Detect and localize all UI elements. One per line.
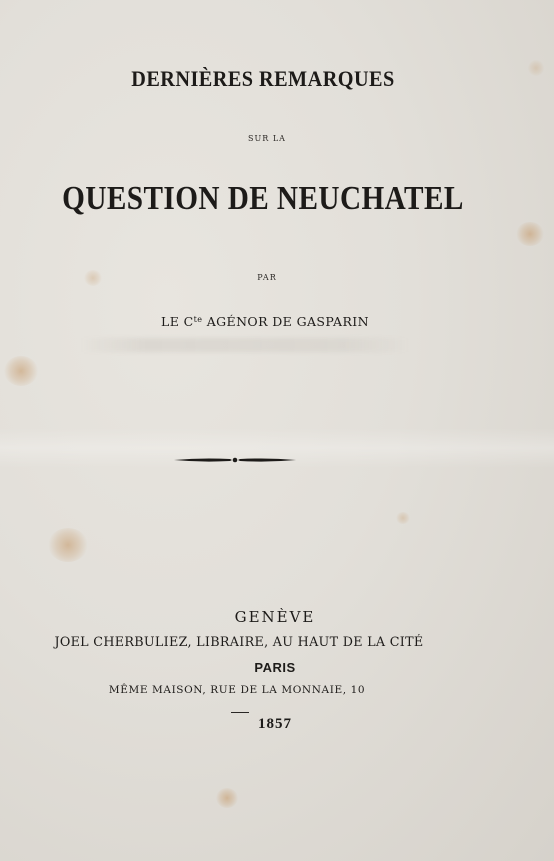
author-name: AGÉNOR DE GASPARIN <box>202 314 369 329</box>
imprint-publisher: JOEL CHERBULIEZ, LIBRAIRE, AU HAUT DE LA CITÉ <box>54 635 424 650</box>
ornamental-rule <box>172 454 298 466</box>
short-rule <box>231 712 249 713</box>
by-line: PAR <box>257 273 277 282</box>
title-line-1: DERNIÈRES REMARQUES <box>131 66 395 91</box>
title-connector: SUR LA <box>248 134 286 143</box>
imprint-city: GENÈVE <box>234 608 316 626</box>
imprint-address: MÊME MAISON, RUE DE LA MONNAIE, 10 <box>108 684 366 696</box>
bleed-through-shadow <box>80 338 410 352</box>
imprint-year: 1857 <box>258 716 292 732</box>
title-line-2: QUESTION DE NEUCHATEL <box>62 180 464 217</box>
foxing-spot <box>396 512 410 524</box>
author-title-superscript: te <box>193 315 203 324</box>
foxing-spot <box>48 528 88 562</box>
author-line <box>0 314 542 329</box>
foxing-spot <box>4 356 38 386</box>
foxing-spot <box>516 222 544 246</box>
imprint-city-2: PARIS <box>254 660 296 675</box>
foxing-spot <box>216 788 238 808</box>
author-prefix: LE C <box>161 314 194 329</box>
foxing-spot <box>528 60 544 76</box>
